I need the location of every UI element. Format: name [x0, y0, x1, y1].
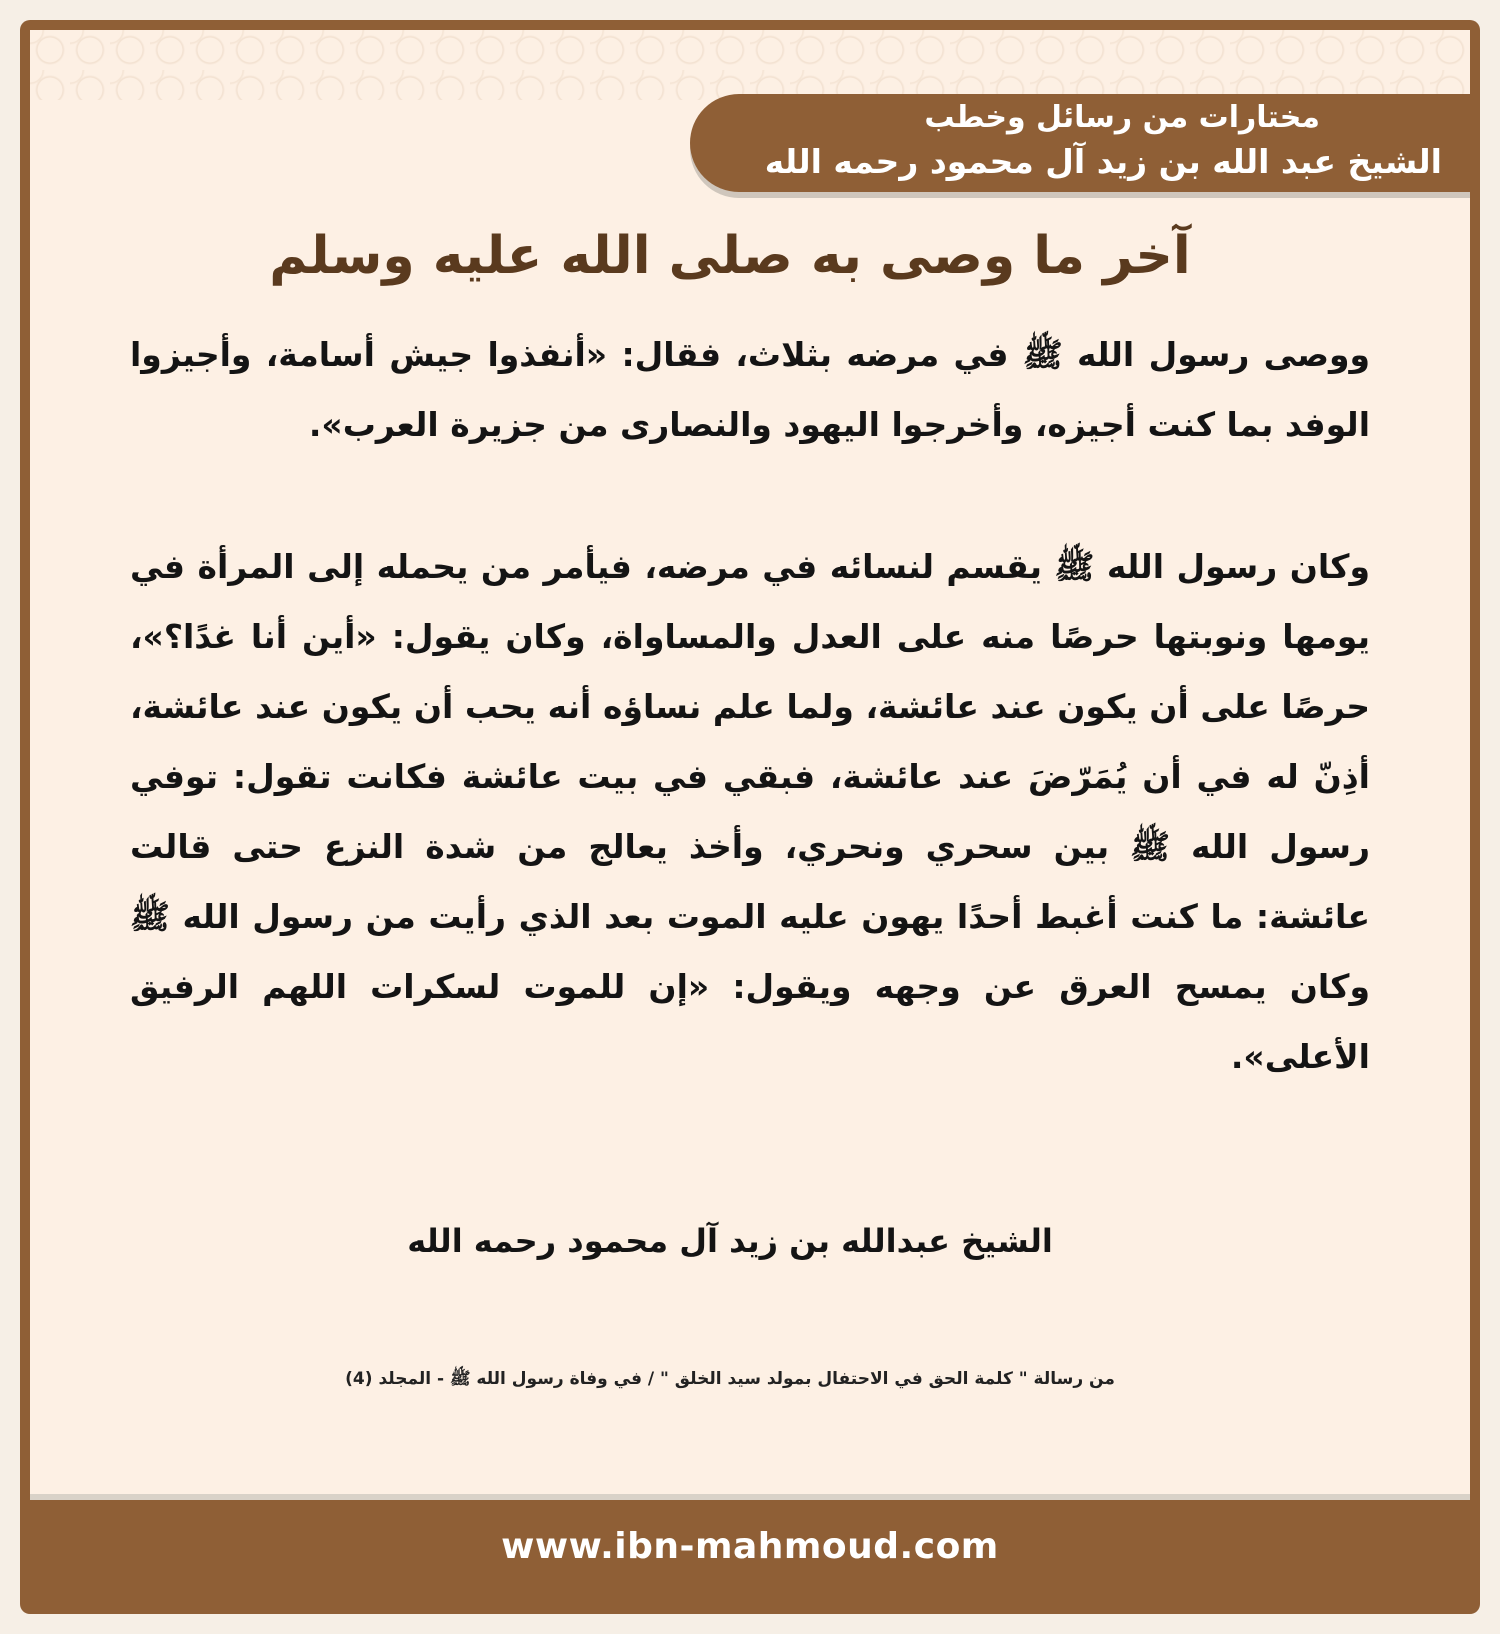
paragraph-2: وكان رسول الله ﷺ يقسم لنسائه في مرضه، فيأمر من يحمله إلى المرأة في يومها ونوبتها حرصًا منه على العدل والمساواة، وكان يقول: «أين أنا غدًا؟»، حرصًا على أن يكون عند عائشة، ولما علم نساؤه أنه يحب أن يكون عند عائشة، أذِنّ له في أن يُمَرّضَ عند عائشة، فبقي في بيت عائشة فكانت تقول: توفي رسول الله ﷺ بين سحري ونحري، وأخذ يعالج من شدة النزع حتى قالت عائشة: ما كنت أغبط أحدًا يهون عليه الموت بعد الذي رأيت من رسول الله ﷺ وكان يمسح العرق عن وجهه ويقول: «إن للموت لسكرات اللهم الرفيق الأعلى». [130, 547, 1370, 1076]
card-frame [20, 20, 1480, 1614]
paragraph-1: ووصى رسول الله ﷺ في مرضه بثلاث، فقال: «أنفذوا جيش أسامة، وأجيزوا الوفد بما كنت أجيزه، وأخرجوا اليهود والنصارى من جزيرة العرب». [130, 335, 1370, 444]
decorative-pattern [30, 30, 1470, 100]
header-author: الشيخ عبد الله بن زيد آل محمود رحمه الله [764, 142, 1442, 181]
source-citation: من رسالة " كلمة الحق في الاحتفال بمولد سيد الخلق " / في وفاة رسول الله ﷺ - المجلد (4) [345, 1369, 1115, 1389]
website-link[interactable]: www.ibn-mahmoud.com [501, 1526, 999, 1567]
article-body [130, 320, 1370, 1092]
header-series-title: مختارات من رسائل وخطب [924, 100, 1320, 135]
header-band [690, 94, 1470, 192]
paragraph-gap [130, 460, 1370, 532]
content-panel [30, 30, 1470, 1500]
page-title: آخر ما وصى به صلى الله عليه وسلم [269, 226, 1191, 286]
author-signature: الشيخ عبدالله بن زيد آل محمود رحمه الله [407, 1222, 1053, 1260]
